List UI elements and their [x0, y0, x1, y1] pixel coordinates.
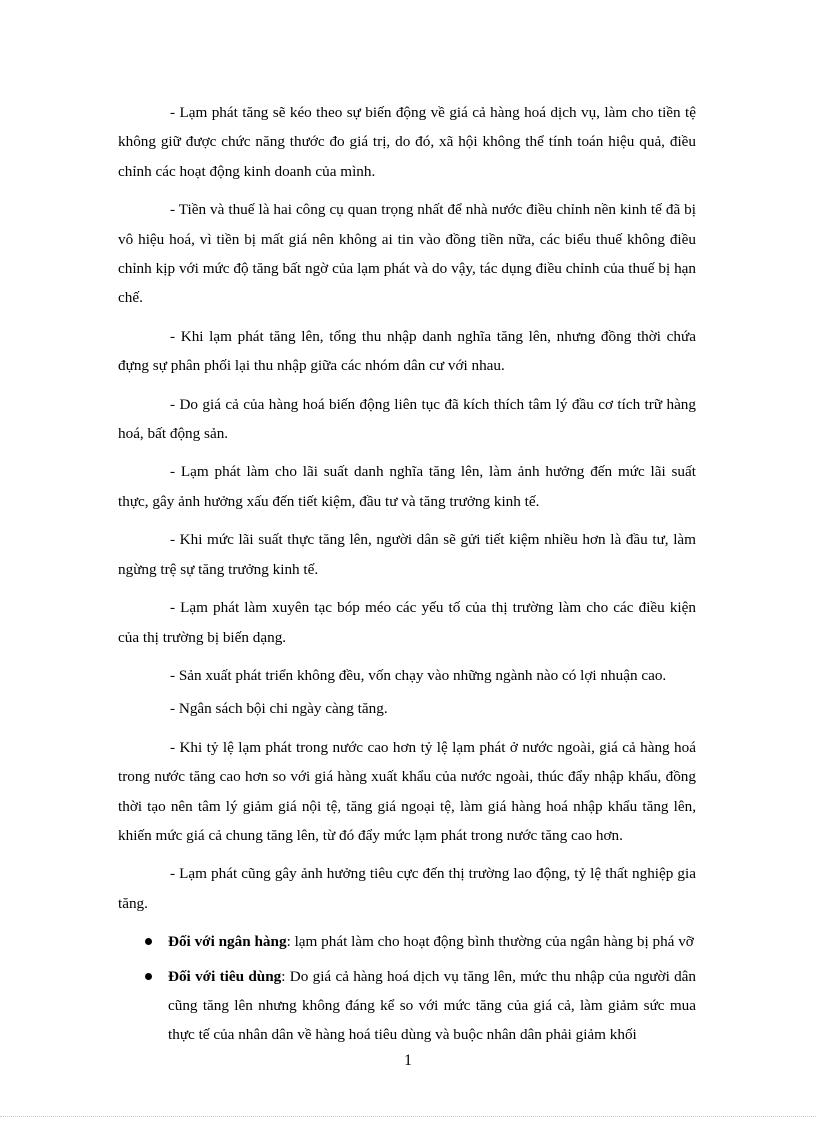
paragraph: - Lạm phát cũng gây ảnh hưởng tiêu cực đến thị trường lao động, tỷ lệ thất nghiệp gia tăng.: [118, 865, 696, 912]
paragraph: - Khi mức lãi suất thực tăng lên, người dân sẽ gửi tiết kiệm nhiều hơn là đầu tư, làm ngừng trệ sự tăng trưởng kinh tế.: [118, 531, 696, 578]
bullet-term: Đối với tiêu dùng: [168, 967, 282, 985]
bullet-list: [118, 927, 696, 1050]
paragraph: - Tiền và thuế là hai công cụ quan trọng nhất để nhà nước điều chỉnh nền kinh tế đã bị vô hiệu hoá, vì tiền bị mất giá nên không ai tin vào đồng tiền nữa, các biểu thuế không điều chỉnh kịp với mức độ tăng bất ngờ của lạm phát và do vậy, tác dụng điều chỉnh của thuế bị hạn chế.: [118, 201, 696, 307]
paragraph: - Do giá cả của hàng hoá biến động liên tục đã kích thích tâm lý đầu cơ tích trữ hàng hoá, bất động sản.: [118, 395, 696, 443]
bullet-dot-icon: [145, 973, 152, 980]
paragraph: - Khi tỷ lệ lạm phát trong nước cao hơn tỷ lệ lạm phát ở nước ngoài, giá cả hàng hoá trong nước tăng cao hơn so với giá hàng xuất khẩu của nước ngoài, thúc đẩy nhập khẩu, đồng thời tạo nên tâm lý giảm giá nội tệ, tăng giá ngoại tệ, làm giá hàng hoá nhập khẩu tăng lên, khiến mức giá cả chung tăng lên, từ đó đẩy mức lạm phát trong nước tăng cao hơn.: [118, 738, 696, 844]
paragraph: - Lạm phát tăng sẽ kéo theo sự biến động về giá cả hàng hoá dịch vụ, làm cho tiền tệ không giữ được chức năng thước đo giá trị, do đó, xã hội không thể tính toán hiệu quả, điều chỉnh các hoạt động kinh doanh của mình.: [118, 104, 696, 180]
document-body: [118, 98, 696, 1055]
bullet-item-banking: [118, 927, 696, 956]
paragraph: - Khi lạm phát tăng lên, tổng thu nhập danh nghĩa tăng lên, nhưng đồng thời chứa đựng sự phân phối lại thu nhập giữa các nhóm dân cư với nhau.: [118, 327, 696, 375]
paragraph: - Lạm phát làm xuyên tạc bóp méo các yếu tố của thị trường làm cho các điều kiện của thị trường bị biến dạng.: [118, 599, 696, 646]
bullet-item-consumption: [118, 962, 696, 1050]
bullet-text: : Do giá cả hàng hoá dịch vụ tăng lên, mức thu nhập của người dân cũng tăng lên nhưng không đáng kể so với mức tăng của giá cả, làm giảm sức mua thực tế của nhân dân về hàng hoá tiêu dùng và buộc nhân dân phải giảm khối: [168, 967, 697, 1044]
page-number: 1: [404, 1052, 412, 1069]
bullet-text: : lạm phát làm cho hoạt động bình thường của ngân hàng bị phá vỡ: [286, 933, 694, 951]
paragraph: - Lạm phát làm cho lãi suất danh nghĩa tăng lên, làm ảnh hưởng đến mức lãi suất thực, gây ảnh hưởng xấu đến tiết kiệm, đầu tư và tăng trưởng kinh tế.: [118, 463, 696, 510]
paragraph: - Ngân sách bội chi ngày càng tăng.: [170, 700, 388, 718]
paragraph: - Sản xuất phát triển không đều, vốn chạy vào những ngành nào có lợi nhuận cao.: [170, 666, 667, 684]
bullet-dot-icon: [145, 938, 152, 945]
page-bottom-divider: [0, 1116, 816, 1117]
bullet-term: Đối với ngân hàng: [168, 933, 287, 951]
